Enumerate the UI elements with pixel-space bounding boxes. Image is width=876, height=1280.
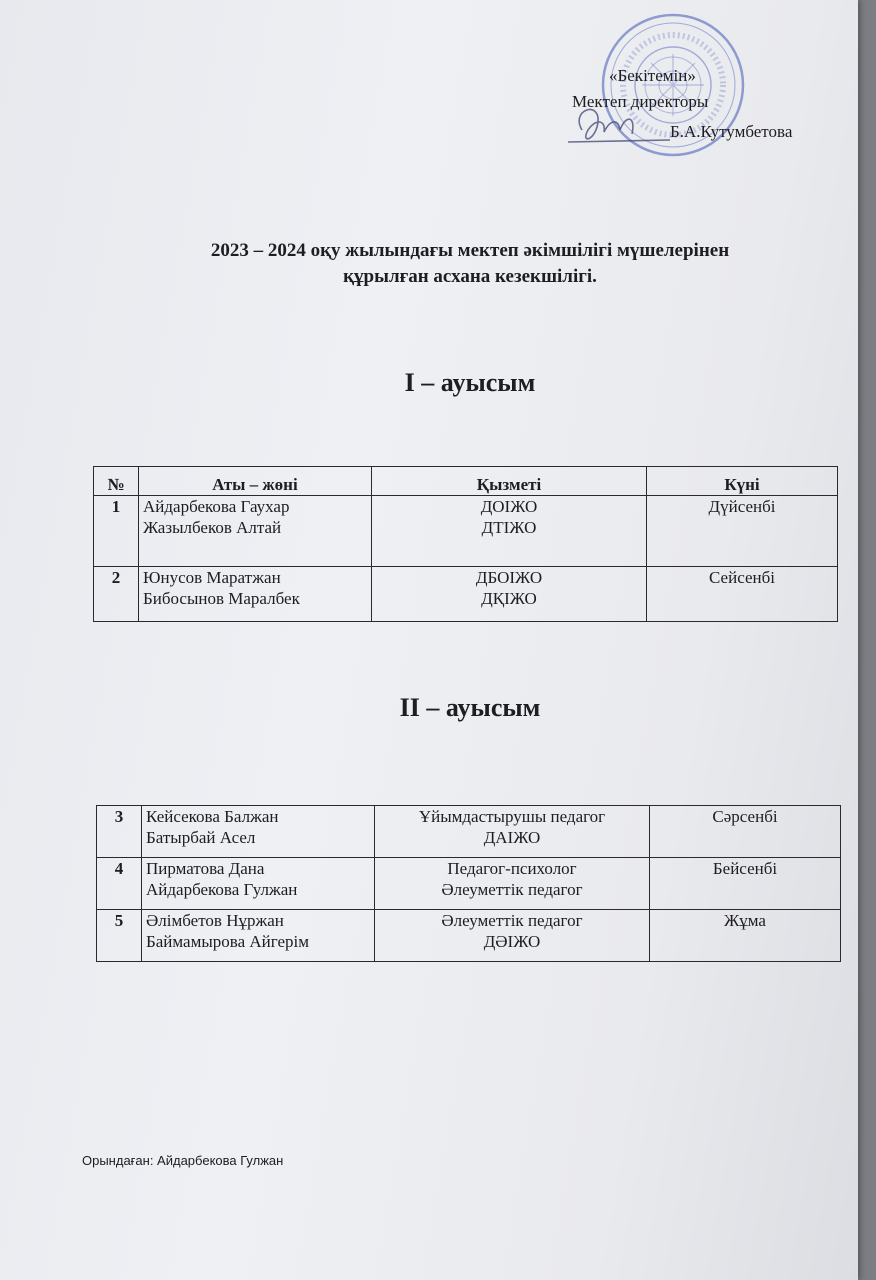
row-names: [142, 910, 375, 962]
table-row: [97, 858, 841, 910]
shift-1-table: [93, 466, 838, 622]
row-day: Сәрсенбі: [650, 806, 841, 858]
table-row: [94, 567, 838, 622]
row-positions: [375, 858, 650, 910]
row-names: [142, 806, 375, 858]
person-name: Айдарбекова Гулжан: [146, 880, 298, 899]
row-day: Жұма: [650, 910, 841, 962]
title-line-2: құрылған асхана кезекшілігі.: [343, 266, 597, 287]
row-positions: [375, 806, 650, 858]
header-position: Қызметі: [372, 467, 647, 496]
document-title: [0, 238, 876, 290]
shift-2-table: [96, 805, 841, 962]
position: ДОІЖО: [480, 497, 538, 516]
position: ДТІЖО: [481, 518, 537, 537]
row-positions: [372, 567, 647, 622]
row-number: 5: [97, 910, 142, 962]
person-name: Баймамырова Айгерім: [146, 932, 310, 951]
person-name: Жазылбеков Алтай: [143, 518, 282, 537]
position: ДБОІЖО: [475, 568, 543, 587]
row-positions: [375, 910, 650, 962]
shift-2-heading: II – ауысым: [399, 693, 541, 722]
header-name: Аты – жөні: [139, 467, 372, 496]
approval-label: «Бекітемін»: [609, 66, 696, 85]
position: Әлеуметтік педагог: [441, 880, 583, 899]
table-row: [97, 910, 841, 962]
position: ДҚІЖО: [481, 589, 537, 608]
approval-director-name: Б.А.Кутумбетова: [670, 122, 793, 141]
footer-executor: Орындаған: Айдарбекова Гулжан: [82, 1153, 284, 1168]
row-number: 3: [97, 806, 142, 858]
position: ДӘІЖО: [483, 932, 541, 951]
table-row: [97, 806, 841, 858]
person-name: Бибосынов Маралбек: [143, 589, 300, 608]
person-name: Кейсекова Балжан: [146, 807, 279, 826]
approval-position: Мектеп директоры: [572, 92, 709, 111]
row-names: [139, 567, 372, 622]
position: Әлеуметтік педагог: [441, 911, 583, 930]
row-number: 1: [94, 496, 139, 567]
table-row: [94, 496, 838, 567]
person-name: Әлімбетов Нұржан: [146, 911, 284, 930]
person-name: Батырбай Асел: [146, 828, 256, 847]
row-day: Бейсенбі: [650, 858, 841, 910]
title-line-1: 2023 – 2024 оқу жылындағы мектеп әкімшілігі мүшелерінен: [210, 240, 730, 261]
position: Ұйымдастырушы педагог: [418, 807, 606, 826]
row-day: Сейсенбі: [647, 567, 838, 622]
position: ДАІЖО: [483, 828, 541, 847]
person-name: Пирматова Дана: [146, 859, 265, 878]
person-name: Юнусов Маратжан: [143, 568, 281, 587]
row-positions: [372, 496, 647, 567]
header-day: Күні: [647, 467, 838, 496]
position: Педагог-психолог: [447, 859, 577, 878]
row-day: Дүйсенбі: [647, 496, 838, 567]
header-number: №: [94, 467, 139, 496]
row-number: 4: [97, 858, 142, 910]
shift-1-heading: I – ауысым: [404, 368, 536, 397]
table-header-row: [94, 467, 838, 496]
row-names: [142, 858, 375, 910]
row-names: [139, 496, 372, 567]
row-number: 2: [94, 567, 139, 622]
person-name: Айдарбекова Гаухар: [143, 497, 290, 516]
